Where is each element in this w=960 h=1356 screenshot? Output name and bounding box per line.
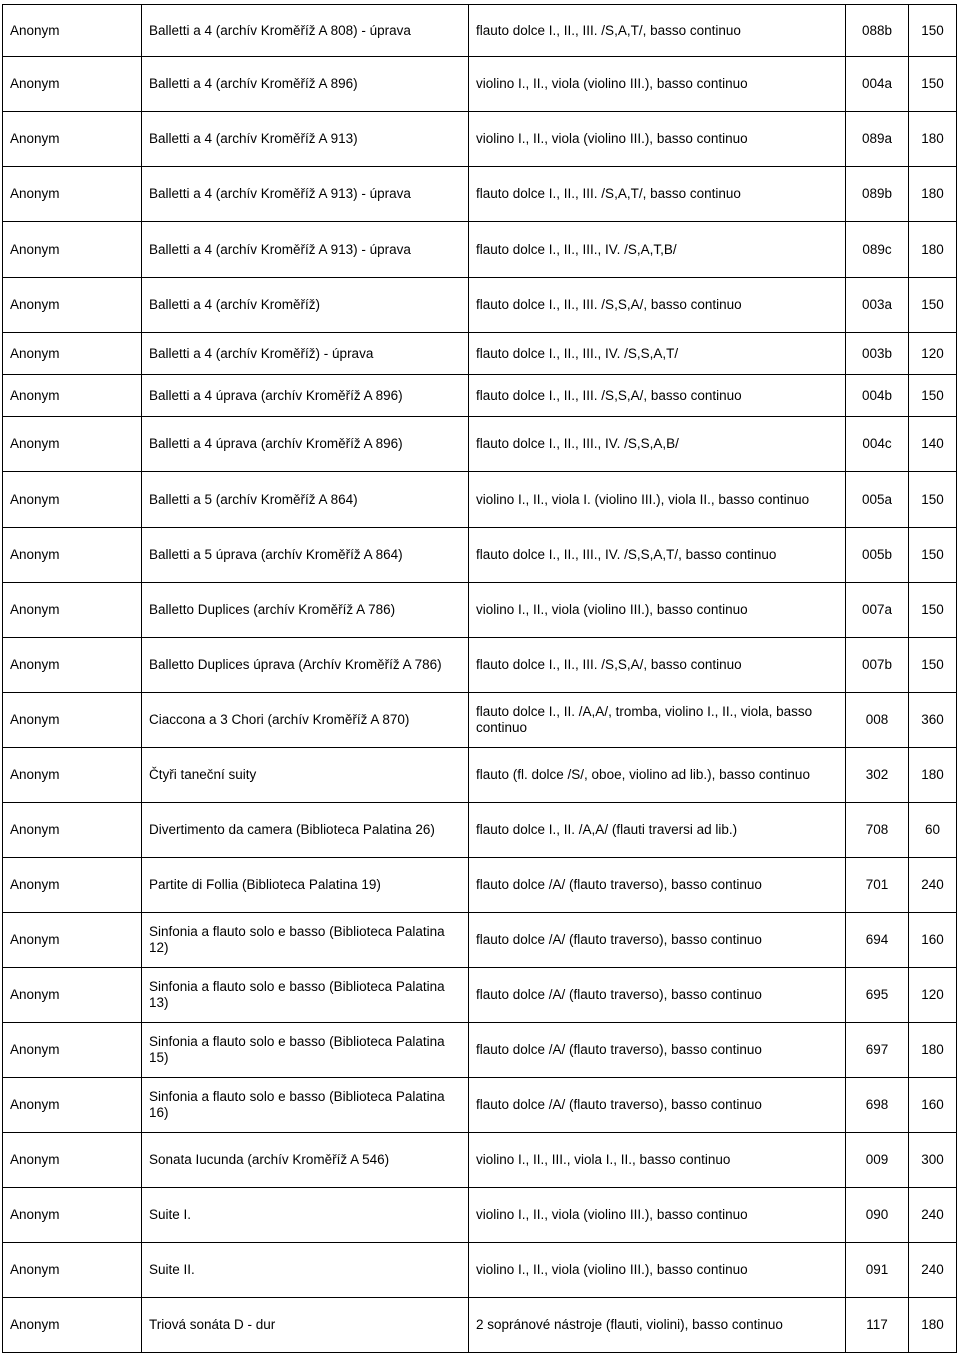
title-cell: Suite II. — [142, 1243, 469, 1298]
catalog-number-cell: 088b — [846, 5, 909, 57]
table-row — [3, 583, 957, 638]
title-cell: Sonata Iucunda (archív Kroměříž A 546) — [142, 1133, 469, 1188]
price-cell: 240 — [909, 858, 957, 913]
title-cell: Balletti a 4 (archív Kroměříž A 896) — [142, 57, 469, 112]
price-cell: 150 — [909, 583, 957, 638]
catalog-number-cell: 091 — [846, 1243, 909, 1298]
title-cell: Balletti a 4 (archív Kroměříž A 808) - úprava — [142, 5, 469, 57]
instruments-cell: flauto dolce I., II., III., IV. /S,S,A,T/, basso continuo — [469, 528, 846, 583]
instruments-cell: flauto dolce I., II., III., IV. /S,S,A,B/ — [469, 417, 846, 472]
price-cell: 150 — [909, 5, 957, 57]
instruments-cell: flauto dolce I., II., III., IV. /S,S,A,T/ — [469, 333, 846, 375]
title-cell: Partite di Follia (Biblioteca Palatina 19) — [142, 858, 469, 913]
author-cell: Anonym — [3, 748, 142, 803]
table-row — [3, 333, 957, 375]
catalog-number-cell: 007a — [846, 583, 909, 638]
table-row — [3, 1243, 957, 1298]
author-cell: Anonym — [3, 1078, 142, 1133]
author-cell: Anonym — [3, 417, 142, 472]
price-cell: 180 — [909, 1023, 957, 1078]
catalog-number-cell: 698 — [846, 1078, 909, 1133]
catalog-body — [3, 5, 957, 1353]
title-cell: Balletti a 5 úprava (archív Kroměříž A 864) — [142, 528, 469, 583]
catalog-table — [2, 4, 957, 1353]
catalog-number-cell: 005a — [846, 472, 909, 528]
catalog-number-cell: 302 — [846, 748, 909, 803]
title-cell: Čtyři taneční suity — [142, 748, 469, 803]
title-cell: Balletto Duplices úprava (Archív Kroměříž A 786) — [142, 638, 469, 693]
instruments-cell: violino I., II., viola (violino III.), basso continuo — [469, 57, 846, 112]
title-cell: Balletti a 4 (archív Kroměříž) - úprava — [142, 333, 469, 375]
catalog-number-cell: 090 — [846, 1188, 909, 1243]
author-cell: Anonym — [3, 1188, 142, 1243]
catalog-number-cell: 089a — [846, 112, 909, 167]
price-cell: 180 — [909, 112, 957, 167]
catalog-number-cell: 701 — [846, 858, 909, 913]
price-cell: 150 — [909, 472, 957, 528]
price-cell: 150 — [909, 278, 957, 333]
price-cell: 240 — [909, 1243, 957, 1298]
price-cell: 180 — [909, 748, 957, 803]
title-cell: Sinfonia a flauto solo e basso (Biblioteca Palatina 13) — [142, 968, 469, 1023]
author-cell: Anonym — [3, 112, 142, 167]
author-cell: Anonym — [3, 375, 142, 417]
price-cell: 120 — [909, 333, 957, 375]
catalog-number-cell: 009 — [846, 1133, 909, 1188]
price-cell: 180 — [909, 1298, 957, 1353]
catalog-number-cell: 117 — [846, 1298, 909, 1353]
price-cell: 180 — [909, 222, 957, 278]
table-row — [3, 528, 957, 583]
price-cell: 180 — [909, 167, 957, 222]
title-cell: Balletti a 4 (archív Kroměříž) — [142, 278, 469, 333]
price-cell: 360 — [909, 693, 957, 748]
author-cell: Anonym — [3, 913, 142, 968]
title-cell: Balletti a 4 (archív Kroměříž A 913) - úprava — [142, 167, 469, 222]
author-cell: Anonym — [3, 1298, 142, 1353]
catalog-number-cell: 004a — [846, 57, 909, 112]
title-cell: Balletti a 5 (archív Kroměříž A 864) — [142, 472, 469, 528]
table-row — [3, 1078, 957, 1133]
catalog-number-cell: 708 — [846, 803, 909, 858]
instruments-cell: violino I., II., viola (violino III.), basso continuo — [469, 1188, 846, 1243]
instruments-cell: flauto dolce /A/ (flauto traverso), basso continuo — [469, 1023, 846, 1078]
instruments-cell: flauto dolce I., II. /A,A/ (flauti traversi ad lib.) — [469, 803, 846, 858]
table-row — [3, 278, 957, 333]
table-row — [3, 638, 957, 693]
instruments-cell: flauto dolce I., II., III. /S,S,A/, basso continuo — [469, 638, 846, 693]
instruments-cell: violino I., II., viola (violino III.), basso continuo — [469, 112, 846, 167]
table-row — [3, 968, 957, 1023]
title-cell: Suite I. — [142, 1188, 469, 1243]
table-row — [3, 417, 957, 472]
instruments-cell: flauto dolce I., II. /A,A/, tromba, violino I., II., viola, basso continuo — [469, 693, 846, 748]
author-cell: Anonym — [3, 858, 142, 913]
price-cell: 140 — [909, 417, 957, 472]
instruments-cell: violino I., II., III., viola I., II., basso continuo — [469, 1133, 846, 1188]
catalog-number-cell: 003a — [846, 278, 909, 333]
author-cell: Anonym — [3, 5, 142, 57]
catalog-number-cell: 089b — [846, 167, 909, 222]
table-row — [3, 1023, 957, 1078]
instruments-cell: flauto dolce I., II., III. /S,S,A/, basso continuo — [469, 278, 846, 333]
instruments-cell: flauto dolce /A/ (flauto traverso), basso continuo — [469, 913, 846, 968]
author-cell: Anonym — [3, 693, 142, 748]
instruments-cell: flauto dolce I., II., III. /S,S,A/, basso continuo — [469, 375, 846, 417]
table-row — [3, 748, 957, 803]
instruments-cell: flauto dolce I., II., III. /S,A,T/, basso continuo — [469, 167, 846, 222]
instruments-cell: flauto dolce /A/ (flauto traverso), basso continuo — [469, 1078, 846, 1133]
instruments-cell: flauto dolce /A/ (flauto traverso), basso continuo — [469, 858, 846, 913]
author-cell: Anonym — [3, 803, 142, 858]
author-cell: Anonym — [3, 528, 142, 583]
table-row — [3, 1298, 957, 1353]
price-cell: 60 — [909, 803, 957, 858]
table-row — [3, 167, 957, 222]
catalog-number-cell: 004c — [846, 417, 909, 472]
author-cell: Anonym — [3, 1243, 142, 1298]
author-cell: Anonym — [3, 638, 142, 693]
author-cell: Anonym — [3, 333, 142, 375]
price-cell: 150 — [909, 528, 957, 583]
catalog-number-cell: 089c — [846, 222, 909, 278]
table-row — [3, 1133, 957, 1188]
title-cell: Sinfonia a flauto solo e basso (Biblioteca Palatina 12) — [142, 913, 469, 968]
price-cell: 150 — [909, 375, 957, 417]
catalog-number-cell: 697 — [846, 1023, 909, 1078]
author-cell: Anonym — [3, 968, 142, 1023]
instruments-cell: flauto dolce I., II., III., IV. /S,A,T,B/ — [469, 222, 846, 278]
author-cell: Anonym — [3, 1133, 142, 1188]
instruments-cell: violino I., II., viola (violino III.), basso continuo — [469, 1243, 846, 1298]
title-cell: Sinfonia a flauto solo e basso (Biblioteca Palatina 16) — [142, 1078, 469, 1133]
table-row — [3, 858, 957, 913]
title-cell: Divertimento da camera (Biblioteca Palatina 26) — [142, 803, 469, 858]
price-cell: 160 — [909, 1078, 957, 1133]
table-row — [3, 693, 957, 748]
title-cell: Balletti a 4 úprava (archív Kroměříž A 896) — [142, 417, 469, 472]
instruments-cell: flauto dolce I., II., III. /S,A,T/, basso continuo — [469, 5, 846, 57]
catalog-number-cell: 695 — [846, 968, 909, 1023]
price-cell: 160 — [909, 913, 957, 968]
author-cell: Anonym — [3, 472, 142, 528]
price-cell: 300 — [909, 1133, 957, 1188]
instruments-cell: violino I., II., viola (violino III.), basso continuo — [469, 583, 846, 638]
catalog-number-cell: 008 — [846, 693, 909, 748]
title-cell: Triová sonáta D - dur — [142, 1298, 469, 1353]
author-cell: Anonym — [3, 1023, 142, 1078]
table-row — [3, 803, 957, 858]
title-cell: Balletto Duplices (archív Kroměříž A 786) — [142, 583, 469, 638]
title-cell: Sinfonia a flauto solo e basso (Biblioteca Palatina 15) — [142, 1023, 469, 1078]
catalog-number-cell: 694 — [846, 913, 909, 968]
instruments-cell: violino I., II., viola I. (violino III.), viola II., basso continuo — [469, 472, 846, 528]
title-cell: Balletti a 4 (archív Kroměříž A 913) — [142, 112, 469, 167]
title-cell: Ciaccona a 3 Chori (archív Kroměříž A 870) — [142, 693, 469, 748]
table-row — [3, 913, 957, 968]
catalog-number-cell: 004b — [846, 375, 909, 417]
table-row — [3, 375, 957, 417]
catalog-number-cell: 003b — [846, 333, 909, 375]
author-cell: Anonym — [3, 583, 142, 638]
author-cell: Anonym — [3, 167, 142, 222]
author-cell: Anonym — [3, 57, 142, 112]
title-cell: Balletti a 4 (archív Kroměříž A 913) - úprava — [142, 222, 469, 278]
table-row — [3, 1188, 957, 1243]
table-row — [3, 222, 957, 278]
title-cell: Balletti a 4 úprava (archív Kroměříž A 896) — [142, 375, 469, 417]
price-cell: 240 — [909, 1188, 957, 1243]
author-cell: Anonym — [3, 278, 142, 333]
table-row — [3, 112, 957, 167]
author-cell: Anonym — [3, 222, 142, 278]
table-row — [3, 57, 957, 112]
price-cell: 150 — [909, 638, 957, 693]
catalog-number-cell: 005b — [846, 528, 909, 583]
instruments-cell: flauto (fl. dolce /S/, oboe, violino ad lib.), basso continuo — [469, 748, 846, 803]
price-cell: 120 — [909, 968, 957, 1023]
table-row — [3, 5, 957, 57]
instruments-cell: flauto dolce /A/ (flauto traverso), basso continuo — [469, 968, 846, 1023]
price-cell: 150 — [909, 57, 957, 112]
table-row — [3, 472, 957, 528]
instruments-cell: 2 sopránové nástroje (flauti, violini), basso continuo — [469, 1298, 846, 1353]
catalog-number-cell: 007b — [846, 638, 909, 693]
